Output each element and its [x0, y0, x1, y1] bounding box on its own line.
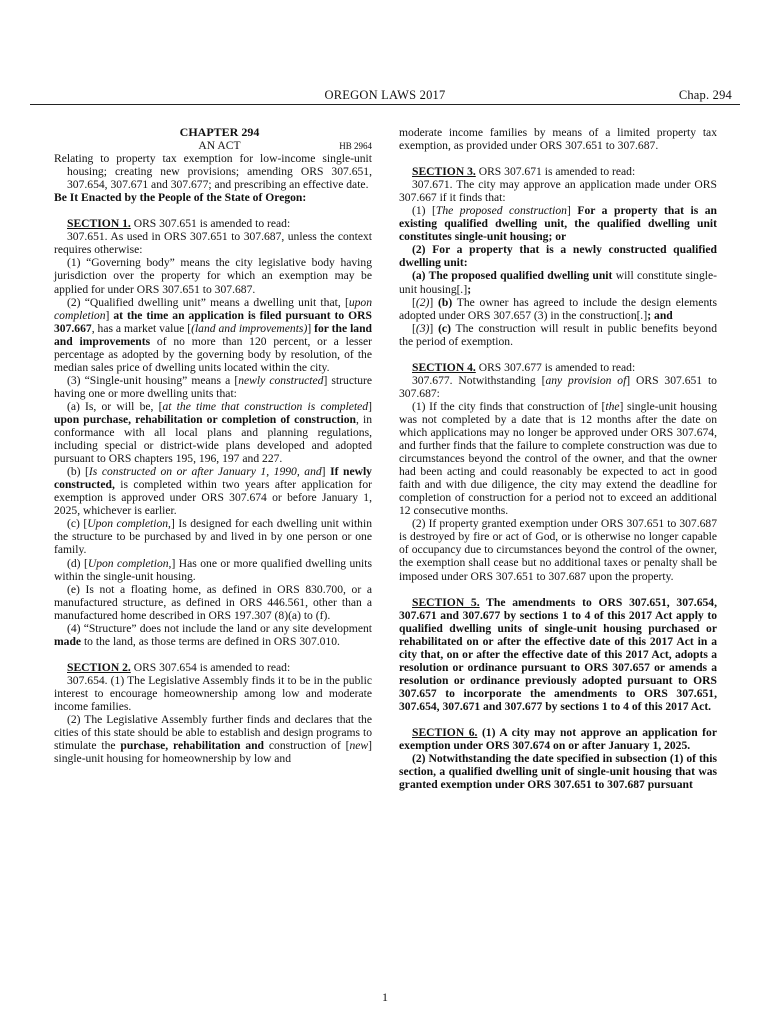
section-3-para-c: [(3)] (c) The construction will result in public benefits beyond the period of exemption.	[399, 321, 717, 348]
section-4-para-1: (1) If the city finds that construction of [the] single-unit housing was not completed by a date that is 12 months after the date on which applications may no longer be approved under ORS 307.674, and further finds that the failure to complete construction was due to circumstances beyond the control of the owner, and that the owner had been acting and could reasonably be expected to act in good faith and with due diligence, the city may extend the deadline for completion of construction for a period not to exceed an additional 12 consecutive months.	[399, 399, 717, 518]
enacting-clause: Be It Enacted by the People of the State of Oregon:	[54, 191, 307, 205]
section-3-para-1: (1) [The proposed construction] For a property that is an existing qualified dwelling unit, the qualified dwelling unit constitutes single-unit housing; or	[399, 204, 718, 244]
section-4-lead: 307.677. Notwithstanding [any provision of] ORS 307.651 to 307.687:	[399, 373, 717, 400]
section-1-para-2: (2) “Qualified dwelling unit” means a dwelling unit that, [upon completion] at the time an application is filed pursuant to ORS 307.667, has a market value [(land and improvements)] for the land and improvements of no more than 120 percent, or a lesser percentage as adopted by the governing body by resolution, of the median sales price of dwelling units located within the city.	[54, 295, 372, 374]
section-1-para-3: (3) “Single-unit housing” means a [newly constructed] structure having one or more dwelling units that:	[54, 373, 372, 400]
act-label: AN ACT	[198, 139, 241, 153]
header-chapter-ref: Chap. 294	[678, 88, 732, 102]
section-1-para-a: (a) Is, or will be, [at the time that construction is completed] upon purchase, rehabilitation or completion of construction, in conformance with all local plans and planning regulations, including special or district-wide plans developed and adopted pursuant to ORS chapters 195, 196, 197 and 227.	[54, 399, 372, 466]
left-column	[54, 126, 372, 765]
section-1-heading: SECTION 1. ORS 307.651 is amended to read:	[67, 217, 291, 231]
section-5: SECTION 5. The amendments to ORS 307.651, 307.654, 307.671 and 307.677 by sections 1 to 4 of this 2017 Act apply to qualified dwelling units of single-unit housing purchased or rehabilitated on or after the effective date of this 2017 Act in a city that, on or after the effective date of this 2017 Act, adopts a resolution or ordinance pursuant to ORS 307.657 or amends a resolution or ordinance previously adopted pursuant to ORS 307.657 to incorporate the amendments to ORS 307.651, 307.654, 307.671 and 307.677 by sections 1 to 4 of this 2017 Act.	[399, 595, 717, 713]
section-2-para-1: 307.654. (1) The Legislative Assembly finds it to be in the public interest to encourage homeownership among low and moderate income families.	[54, 673, 372, 713]
page-number: 1	[382, 990, 388, 1004]
section-4-para-2: (2) If property granted exemption under ORS 307.651 to 307.687 is destroyed by fire or act of God, or is otherwise no longer capable of occupancy due to circumstances beyond the control of the owner, the exemption shall cease but no additional taxes or penalty shall be imposed under ORS 307.651 to 307.687 upon the property.	[399, 517, 717, 583]
section-2-para-2: (2) The Legislative Assembly further finds and declares that the cities of this state should be able to establish and design programs to stimulate the purchase, rehabilitation and construction of [new] single-unit housing for homeownership by low and	[54, 713, 372, 766]
act-heading	[54, 139, 372, 152]
section-4-heading: SECTION 4. ORS 307.677 is amended to read:	[412, 360, 636, 374]
header-title: OREGON LAWS 2017	[324, 88, 446, 102]
section-1-para-c: (c) [Upon completion,] Is designed for each dwelling unit within the structure to be purchased by and lived in by one person or one family.	[54, 517, 372, 557]
section-3-lead: 307.671. The city may approve an application made under ORS 307.667 if it finds that:	[399, 178, 717, 205]
section-1-lead: 307.651. As used in ORS 307.651 to 307.687, unless the context requires otherwise:	[54, 230, 372, 257]
section-1-para-e: (e) Is not a floating home, as defined in ORS 830.700, or a manufactured structure, as defined in ORS 446.561, other than a manufactured home described in ORS 197.307 (8)(a) to (f).	[54, 582, 372, 622]
section-3-para-a: (a) The proposed qualified dwelling unit will constitute single-unit housing[.];	[399, 269, 717, 296]
right-column	[399, 126, 717, 791]
header-rule	[30, 104, 740, 105]
section-1-para-4: (4) “Structure” does not include the land or any site development made to the land, as those terms are defined in ORS 307.010.	[54, 621, 372, 648]
section-1-para-b: (b) [Is constructed on or after January 1, 1990, and] If newly constructed, is completed within two years after application for exemption is approved under ORS 307.674 or before January 1, 2025, whichever is earlier.	[54, 465, 372, 518]
section-3-heading: SECTION 3. ORS 307.671 is amended to read:	[412, 165, 636, 179]
section-3-para-b: [(2)] (b) The owner has agreed to include the design elements adopted under ORS 307.657 (3) in the construction[.]; and	[399, 295, 717, 322]
section-1-para-d: (d) [Upon completion,] Has one or more qualified dwelling units within the single-unit housing.	[54, 556, 372, 583]
running-header	[30, 88, 740, 104]
section-3-para-2: (2) For a property that is a newly constructed qualified dwelling unit:	[399, 243, 717, 270]
bill-number: HB 2964	[339, 141, 372, 152]
section-2-continuation: moderate income families by means of a limited property tax exemption, as provided under ORS 307.651 to 307.687.	[399, 126, 717, 153]
section-2-heading: SECTION 2. ORS 307.654 is amended to read:	[67, 660, 291, 674]
relating-clause: Relating to property tax exemption for low-income single-unit housing; creating new provisions; amending ORS 307.651, 307.654, 307.671 and 307.677; and prescribing an effective date.	[54, 152, 372, 192]
section-6-para-2: (2) Notwithstanding the date specified in subsection (1) of this section, a qualified dwelling unit of single-unit housing that was granted exemption under ORS 307.651 to 307.687 pursuant	[399, 752, 717, 792]
section-6-para-1: SECTION 6. (1) A city may not approve an application for exemption under ORS 307.674 on or after January 1, 2025.	[399, 725, 717, 753]
chapter-title: CHAPTER 294	[179, 125, 260, 139]
section-1-para-1: (1) “Governing body” means the city legislative body having jurisdiction over the property for which an exemption may be applied for under ORS 307.651 to 307.687.	[54, 256, 372, 296]
